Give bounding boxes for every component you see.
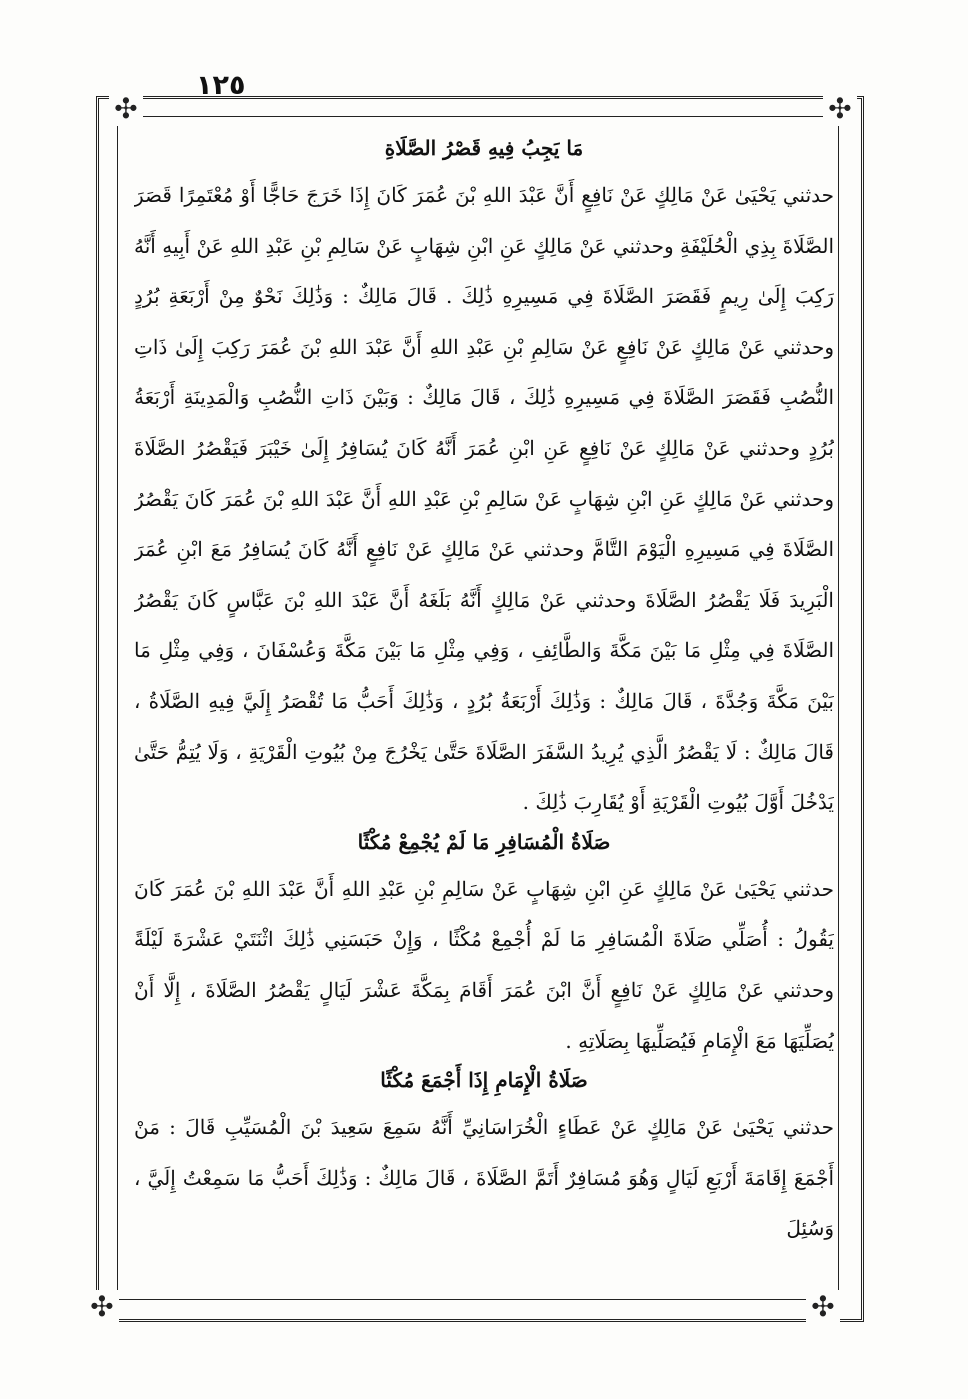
- section-heading: صَلَاةُ الْمُسَافِرِ مَا لَمْ يُجْمِعْ مُكْثًا: [357, 829, 611, 854]
- section-heading: صَلَاةُ الْإِمَامِ إِذَا أَجْمَعَ مُكْثًا: [380, 1068, 588, 1093]
- corner-ornament-icon: ✣: [85, 1290, 119, 1324]
- section-heading: مَا يَجِبُ فِيهِ قَصْرُ الصَّلَاةِ: [384, 136, 584, 160]
- page-body: [134, 128, 834, 1298]
- corner-ornament-icon: ✣: [806, 1290, 840, 1324]
- corner-ornament-icon: ✣: [823, 92, 857, 126]
- page-number: ١٢٥: [196, 70, 246, 101]
- section-paragraph: حدثني يَحْيَىٰ عَنْ مَالِكٍ عَنْ عَطَاءٍ الْخُرَاسَانِيِّ أَنَّهُ سَمِعَ سَعِيدَ بْنَ الْمُسَيِّبِ قَالَ : مَنْ أَجْمَعَ إِقَامَةَ أَرْبَعِ لَيَالٍ وَهُوَ مُسَافِرٌ أَتَمَّ الصَّلَاةَ ، قَالَ مَالِكٌ : وَذَٰلِكَ أَحَبُّ مَا سَمِعْتُ إِلَيَّ ، وَسُئِلَ: [134, 1115, 834, 1241]
- section-paragraph: حدثني يَحْيَىٰ عَنْ مَالِكٍ عَنْ نَافِعٍ أَنَّ عَبْدَ اللهِ بْنَ عُمَرَ كَانَ إِذَا خَرَجَ حَاجًّا أَوْ مُعْتَمِرًا قَصَرَ الصَّلَاةَ بِذِي الْحُلَيْفَةِ وحدثني عَنْ مَالِكٍ عَنِ ابْنِ شِهَابٍ عَنْ سَالِمِ بْنِ عَبْدِ اللهِ عَنْ أَبِيهِ أَنَّهُ رَكِبَ إِلَىٰ رِيمٍ فَقَصَرَ الصَّلَاةَ فِي مَسِيرِهِ ذَٰلِكَ . قَالَ مَالِكٌ : وَذَٰلِكَ نَحْوٌ مِنْ أَرْبَعَةِ بُرُدٍ وحدثني عَنْ مَالِكٍ عَنْ نَافِعٍ عَنْ سَالِمِ بْنِ عَبْدِ اللهِ أَنَّ عَبْدَ اللهِ بْنَ عُمَرَ رَكِبَ إِلَىٰ ذَاتِ النُّصُبِ فَقَصَرَ الصَّلَاةَ فِي مَسِيرِهِ ذَٰلِكَ ، قَالَ مَالِكٌ : وَبَيْنَ ذَاتِ النُّصُبِ وَالْمَدِينَةِ أَرْبَعَةُ بُرُدٍ وحدثني عَنْ مَالِكٍ عَنْ نَافِعٍ عَنِ ابْنِ عُمَرَ أَنَّهُ كَانَ يُسَافِرُ إِلَىٰ خَيْبَرَ فَيَقْصُرُ الصَّلَاةَ وحدثني عَنْ مَالِكٍ عَنِ ابْنِ شِهَابٍ عَنْ سَالِمِ بْنِ عَبْدِ اللهِ أَنَّ عَبْدَ اللهِ بْنَ عُمَرَ كَانَ يَقْصُرُ الصَّلَاةَ فِي مَسِيرِهِ الْيَوْمَ التَّامَّ وحدثني عَنْ مَالِكٍ عَنْ نَافِعٍ أَنَّهُ كَانَ يُسَافِرُ مَعَ ابْنِ عُمَرَ الْبَرِيدَ فَلَا يَقْصُرُ الصَّلَاةَ وحدثني عَنْ مَالِكٍ أَنَّهُ بَلَغَهُ أَنَّ عَبْدَ اللهِ بْنَ عَبَّاسٍ كَانَ يَقْصُرُ الصَّلَاةَ فِي مِثْلِ مَا بَيْنَ مَكَّةَ وَالطَّائِفِ ، وَفِي مِثْلِ مَا بَيْنَ مَكَّةَ وَعُسْفَانَ ، وَفِي مِثْلِ مَا بَيْنَ مَكَّةَ وَجُدَّةَ ، قَالَ مَالِكٌ : وَذَٰلِكَ أَرْبَعَةُ بُرُدٍ ، وَذَٰلِكَ أَحَبُّ مَا تُقْصَرُ إِلَيَّ فِيهِ الصَّلَاةُ ، قَالَ مَالِكٌ : لَا يَقْصُرُ الَّذِي يُرِيدُ السَّفَرَ الصَّلَاةَ حَتَّىٰ يَخْرُجَ مِنْ بُيُوتِ الْقَرْيَةِ ، وَلَا يُتِمُّ حَتَّىٰ يَدْخُلَ أَوَّلَ بُيُوتِ الْقَرْيَةِ أَوْ يُقَارِبَ ذَٰلِكَ .: [134, 183, 834, 815]
- section-paragraph: حدثني يَحْيَىٰ عَنْ مَالِكٍ عَنِ ابْنِ شِهَابٍ عَنْ سَالِمِ بْنِ عَبْدِ اللهِ أَنَّ عَبْدَ اللهِ بْنَ عُمَرَ كَانَ يَقُولُ : أُصَلِّي صَلَاةَ الْمُسَافِرِ مَا لَمْ أُجْمِعْ مُكْثًا ، وَإِنْ حَبَسَنِي ذَٰلِكَ اثْنَتَيْ عَشْرَةَ لَيْلَةً وحدثني عَنْ مَالِكٍ عَنْ نَافِعٍ أَنَّ ابْنَ عُمَرَ أَقَامَ بِمَكَّةَ عَشْرَ لَيَالٍ يَقْصُرُ الصَّلَاةَ ، إِلَّا أَنْ يُصَلِّيَهَا مَعَ الْإِمَامِ فَيُصَلِّيهَا بِصَلَاتِهِ .: [134, 876, 834, 1053]
- corner-ornament-icon: ✣: [109, 92, 143, 126]
